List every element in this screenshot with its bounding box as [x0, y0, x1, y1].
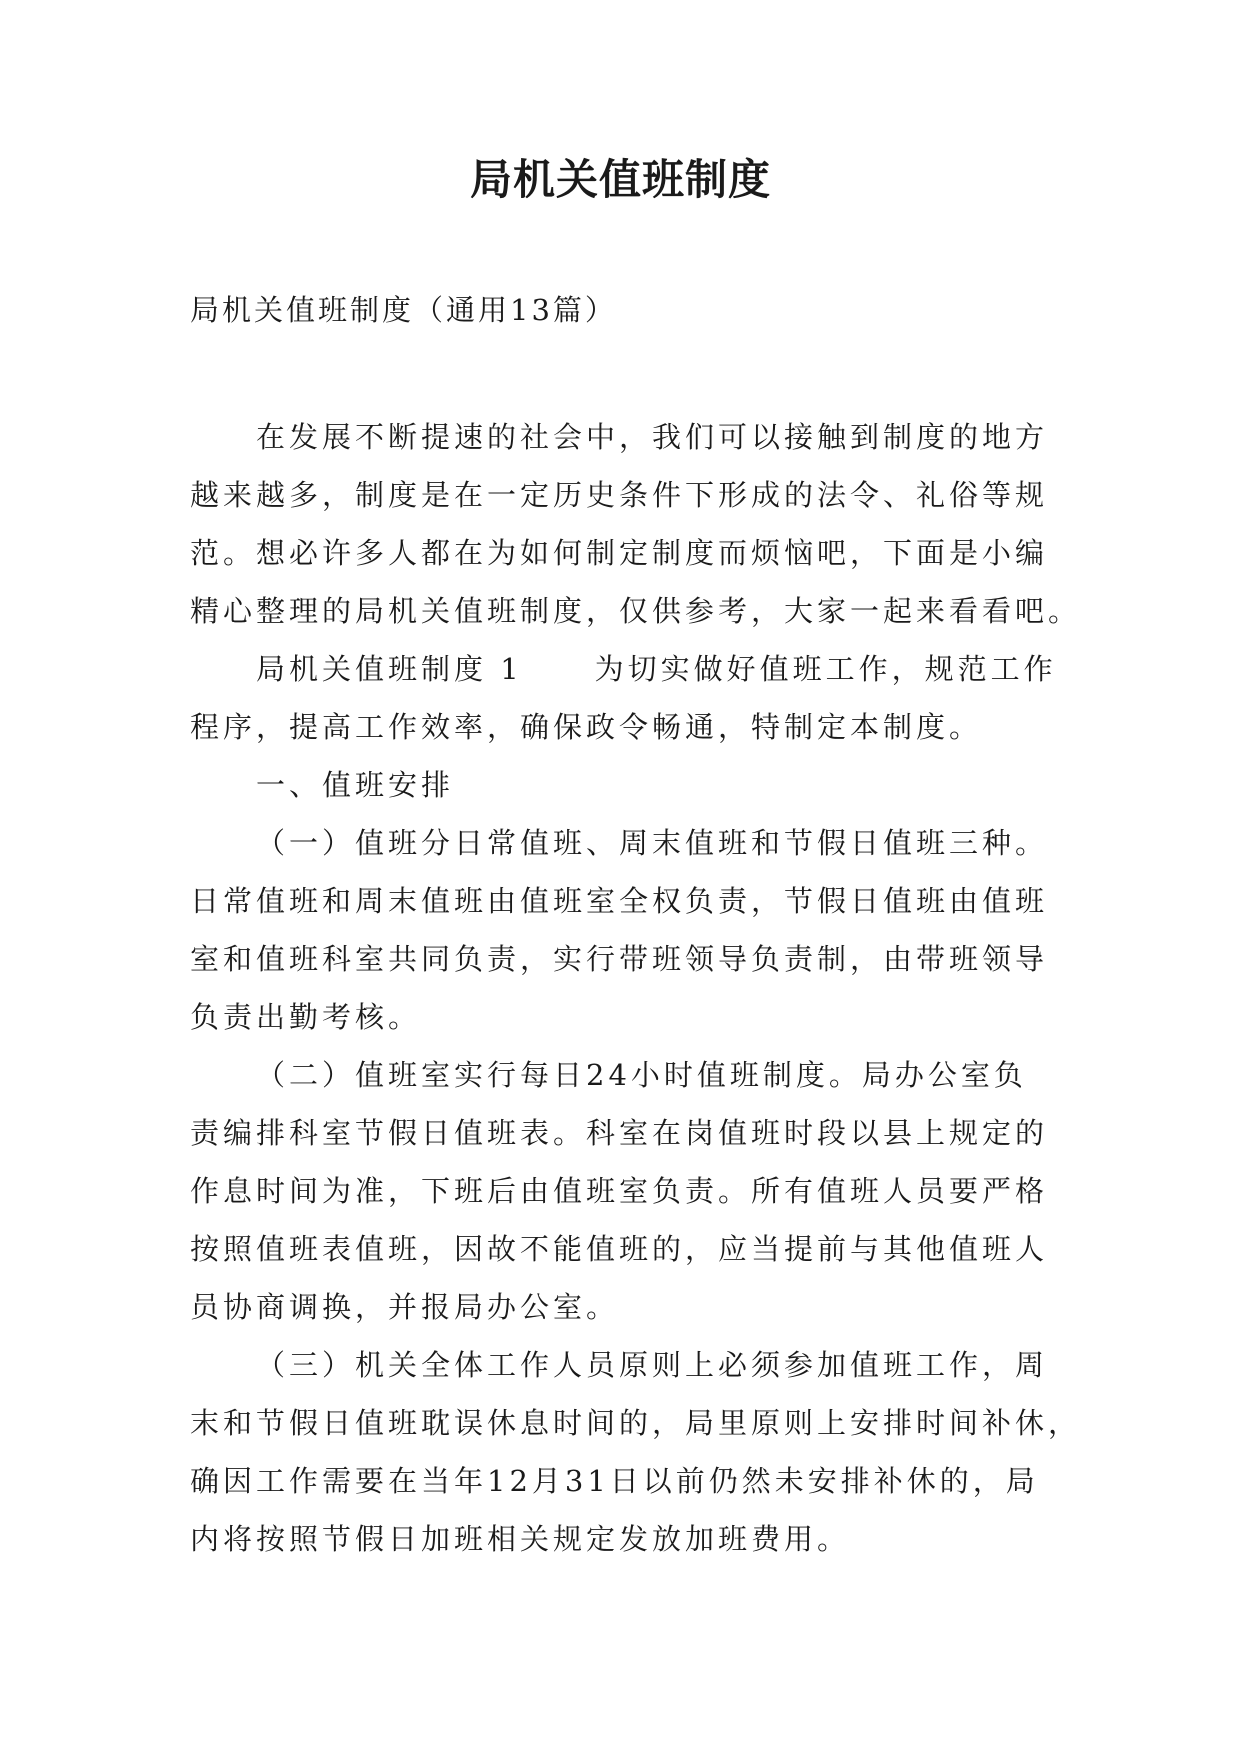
body-line: 责编排科室节假日值班表。科室在岗值班时段以县上规定的	[190, 1116, 1049, 1150]
body-line: （一）值班分日常值班、周末值班和节假日值班三种。	[256, 826, 1049, 860]
body-text: 为切实做好值班工作，规范工作	[594, 652, 1057, 686]
body-line	[190, 640, 1057, 698]
body-line: 在发展不断提速的社会中，我们可以接触到制度的地方	[256, 420, 1049, 454]
body-line: 确因工作需要在当年12月31日以前仍然未安排补休的，局	[190, 1464, 1039, 1498]
body-line: 末和节假日值班耽误休息时间的，局里原则上安排时间补休，	[190, 1406, 1082, 1440]
body-line: 按照值班表值班，因故不能值班的，应当提前与其他值班人	[190, 1232, 1049, 1266]
section-heading: 一、值班安排	[256, 768, 455, 802]
body-line: 日常值班和周末值班由值班室全权负责，节假日值班由值班	[190, 884, 1049, 918]
body-line: （二）值班室实行每日24小时值班制度。局办公室负	[256, 1058, 1027, 1092]
body-line: 越来越多，制度是在一定历史条件下形成的法令、礼俗等规	[190, 478, 1049, 512]
body-line: 内将按照节假日加班相关规定发放加班费用。	[190, 1522, 851, 1556]
body-line: 程序，提高工作效率，确保政令畅通，特制定本制度。	[190, 710, 983, 744]
body-line: 范。想必许多人都在为如何制定制度而烦恼吧，下面是小编	[190, 536, 1049, 570]
body-line: 室和值班科室共同负责，实行带班领导负责制，由带班领导	[190, 942, 1049, 976]
document-body	[190, 408, 1082, 1568]
body-line: 负责出勤考核。	[190, 1000, 422, 1034]
body-line: 精心整理的局机关值班制度，仅供参考，大家一起来看看吧。	[190, 594, 1082, 628]
document-subtitle: 局机关值班制度（通用13篇）	[190, 293, 617, 327]
body-line: 员协商调换，并报局办公室。	[190, 1290, 620, 1324]
body-line: 作息时间为准，下班后由值班室负责。所有值班人员要严格	[190, 1174, 1049, 1208]
body-line: （三）机关全体工作人员原则上必须参加值班工作，周	[256, 1348, 1049, 1382]
document-title: 局机关值班制度	[469, 155, 771, 204]
section-heading: 局机关值班制度 1	[256, 652, 523, 686]
